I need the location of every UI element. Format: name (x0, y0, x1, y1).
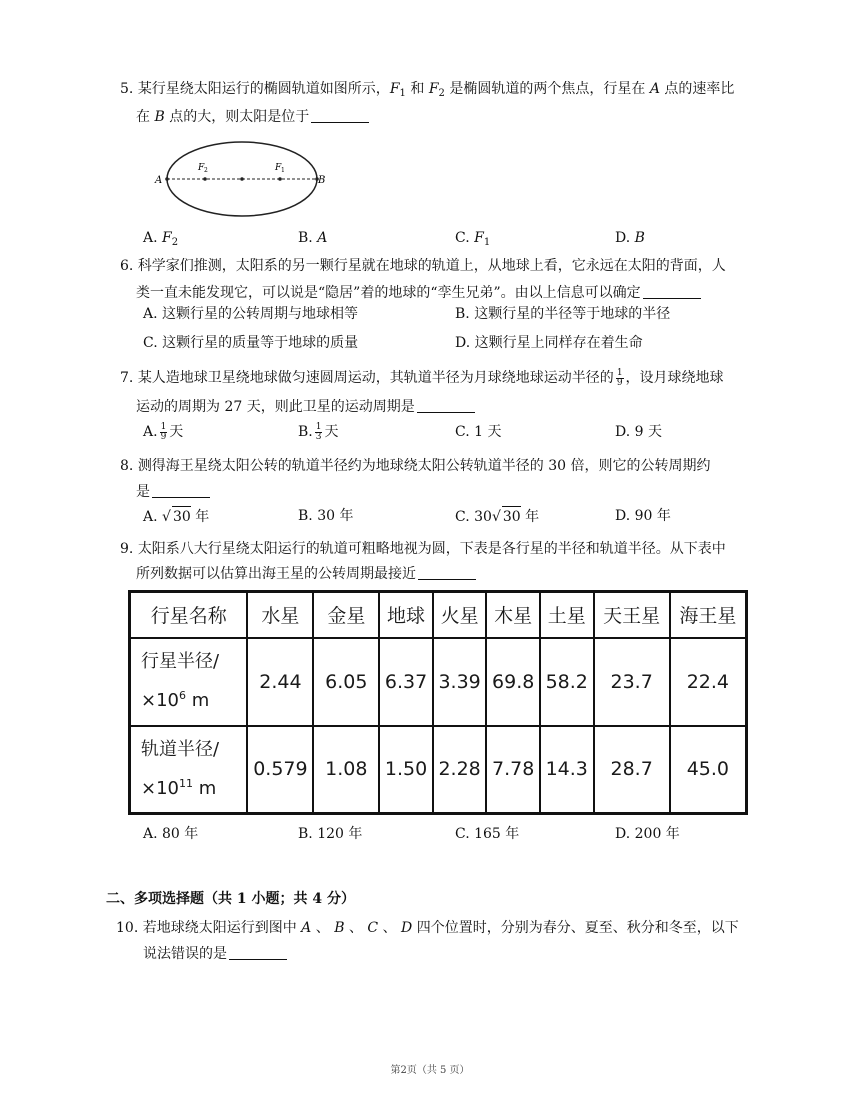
q6-option-a[interactable]: A. 这颗行星的公转周期与地球相等 (143, 306, 359, 322)
label-A: A (155, 175, 163, 186)
table-cell: 69.8 (486, 638, 540, 726)
table-cell: 6.37 (379, 638, 433, 726)
q9-option-b[interactable]: B. 120 年 (298, 826, 363, 842)
q9-option-c[interactable]: C. 165 年 (455, 826, 520, 842)
table-row (130, 726, 747, 814)
svg-text:1: 1 (281, 167, 285, 174)
row-label-orbit-radius: 轨道半径/ $\times 10^{11}$ m (130, 726, 248, 814)
planet-name: 水星 (247, 592, 313, 638)
table-header-row (130, 592, 747, 638)
q5-option-d[interactable]: D. B (615, 230, 645, 246)
q8-line2: 是 (136, 482, 210, 502)
q5-option-b[interactable]: B. A (298, 230, 328, 246)
answer-blank[interactable] (417, 398, 475, 413)
table-cell: 6.05 (313, 638, 379, 726)
planet-data-table (128, 590, 748, 812)
q9-line1: 9. 太阳系八大行星绕太阳运行的轨道可粗略地视为圆，下表是各行星的半径和轨道半径。从下表中 (120, 541, 726, 557)
label-F2: F (198, 163, 205, 173)
q6-line1: 6. 科学家们推测，太阳系的另一颗行星就在地球的轨道上，从地球上看，它永远在太阳的背面，人 (120, 258, 726, 274)
q9-option-a[interactable]: A. 80 年 (143, 826, 199, 842)
table-cell: 2.44 (247, 638, 313, 726)
table-header-label: 行星名称 (130, 592, 248, 638)
table-cell: 3.39 (433, 638, 487, 726)
q6-option-d[interactable]: D. 这颗行星上同样存在着生命 (455, 335, 643, 351)
q7-option-a[interactable]: A. $\frac{1}{9}$ 天 (143, 421, 184, 442)
answer-blank[interactable] (152, 483, 210, 498)
table-cell: 23.7 (594, 638, 670, 726)
q8-option-b[interactable]: B. 30 年 (298, 508, 354, 524)
planet-name: 海王星 (670, 592, 747, 638)
q7-option-c[interactable]: C. 1 天 (455, 424, 502, 440)
ellipse-orbit-diagram (150, 138, 330, 220)
table-cell: 1.50 (379, 726, 433, 814)
table-cell: 58.2 (540, 638, 594, 726)
fraction: $\frac{1}{9}$ (616, 367, 623, 388)
label-B: B (318, 175, 326, 186)
planet-name: 木星 (486, 592, 540, 638)
row-label-planet-radius: 行星半径/ $\times 10^6$ m (130, 638, 248, 726)
table-row (130, 638, 747, 726)
table-cell: 28.7 (594, 726, 670, 814)
q5-line2: 在 B 点的大，则太阳是位于 (136, 107, 369, 127)
q6-option-b[interactable]: B. 这颗行星的半径等于地球的半径 (455, 306, 671, 322)
planet-name: 火星 (433, 592, 487, 638)
q7-option-b[interactable]: B. $\frac{1}{3}$ 天 (298, 421, 339, 442)
q7-line2: 运动的周期为 27 天，则此卫星的运动周期是 (136, 397, 475, 417)
q9-option-d[interactable]: D. 200 年 (615, 826, 680, 842)
svg-text:2: 2 (204, 167, 208, 174)
q7-line1: 7. 某人造地球卫星绕地球做匀速圆周运动，其轨道半径为月球绕地球运动半径的 $\frac{1}{9}$ ，设月球绕地球 (120, 367, 724, 388)
q5-line1: 5. 某行星绕太阳运行的椭圆轨道如图所示，$F_1$ 和 $F_2$ 是椭圆轨道的两个焦点，行星在 A 点的速率比 (120, 81, 735, 99)
page-footer: 第2页（共 5 页） (390, 1065, 470, 1076)
q5-option-a[interactable]: A. $F_2$ (143, 230, 179, 248)
q7-option-d[interactable]: D. 9 天 (615, 424, 662, 440)
table-cell: 14.3 (540, 726, 594, 814)
q10-line2: 说法错误的是 (143, 944, 287, 964)
q8-line1: 8. 测得海王星绕太阳公转的轨道半径约为地球绕太阳公转轨道半径的 30 倍，则它的公转周期约 (120, 458, 711, 474)
answer-blank[interactable] (418, 565, 476, 580)
planet-name: 地球 (379, 592, 433, 638)
table-cell: 0.579 (247, 726, 313, 814)
q9-line2: 所列数据可以估算出海王星的公转周期最接近 (136, 564, 476, 584)
answer-blank[interactable] (311, 108, 369, 123)
table-cell: 2.28 (433, 726, 487, 814)
planet-name: 天王星 (594, 592, 670, 638)
answer-blank[interactable] (643, 284, 701, 299)
label-F1: F (275, 163, 282, 173)
q10-line1: 10. 若地球绕太阳运行到图中 A 、 B 、 C 、 D 四个位置时，分别为春分、夏至、秋分和冬至，以下 (116, 920, 739, 936)
q8-option-a[interactable]: A. √ 30 年 (143, 506, 209, 527)
answer-blank[interactable] (229, 945, 287, 960)
section-title: 二、多项选择题（共 1 小题；共 4 分） (106, 891, 355, 907)
planet-name: 金星 (313, 592, 379, 638)
q6-line2: 类一直未能发现它，可以说是“隐居”着的地球的“孪生兄弟”。由以上信息可以确定 (136, 283, 701, 303)
q6-option-c[interactable]: C. 这颗行星的质量等于地球的质量 (143, 335, 359, 351)
q8-option-d[interactable]: D. 90 年 (615, 508, 671, 524)
table-cell: 1.08 (313, 726, 379, 814)
table-cell: 45.0 (670, 726, 747, 814)
q8-option-c[interactable]: C. 30√ 30 年 (455, 506, 539, 527)
table-cell: 22.4 (670, 638, 747, 726)
table-cell: 7.78 (486, 726, 540, 814)
planet-name: 土星 (540, 592, 594, 638)
q5-option-c[interactable]: C. $F_1$ (455, 230, 491, 248)
